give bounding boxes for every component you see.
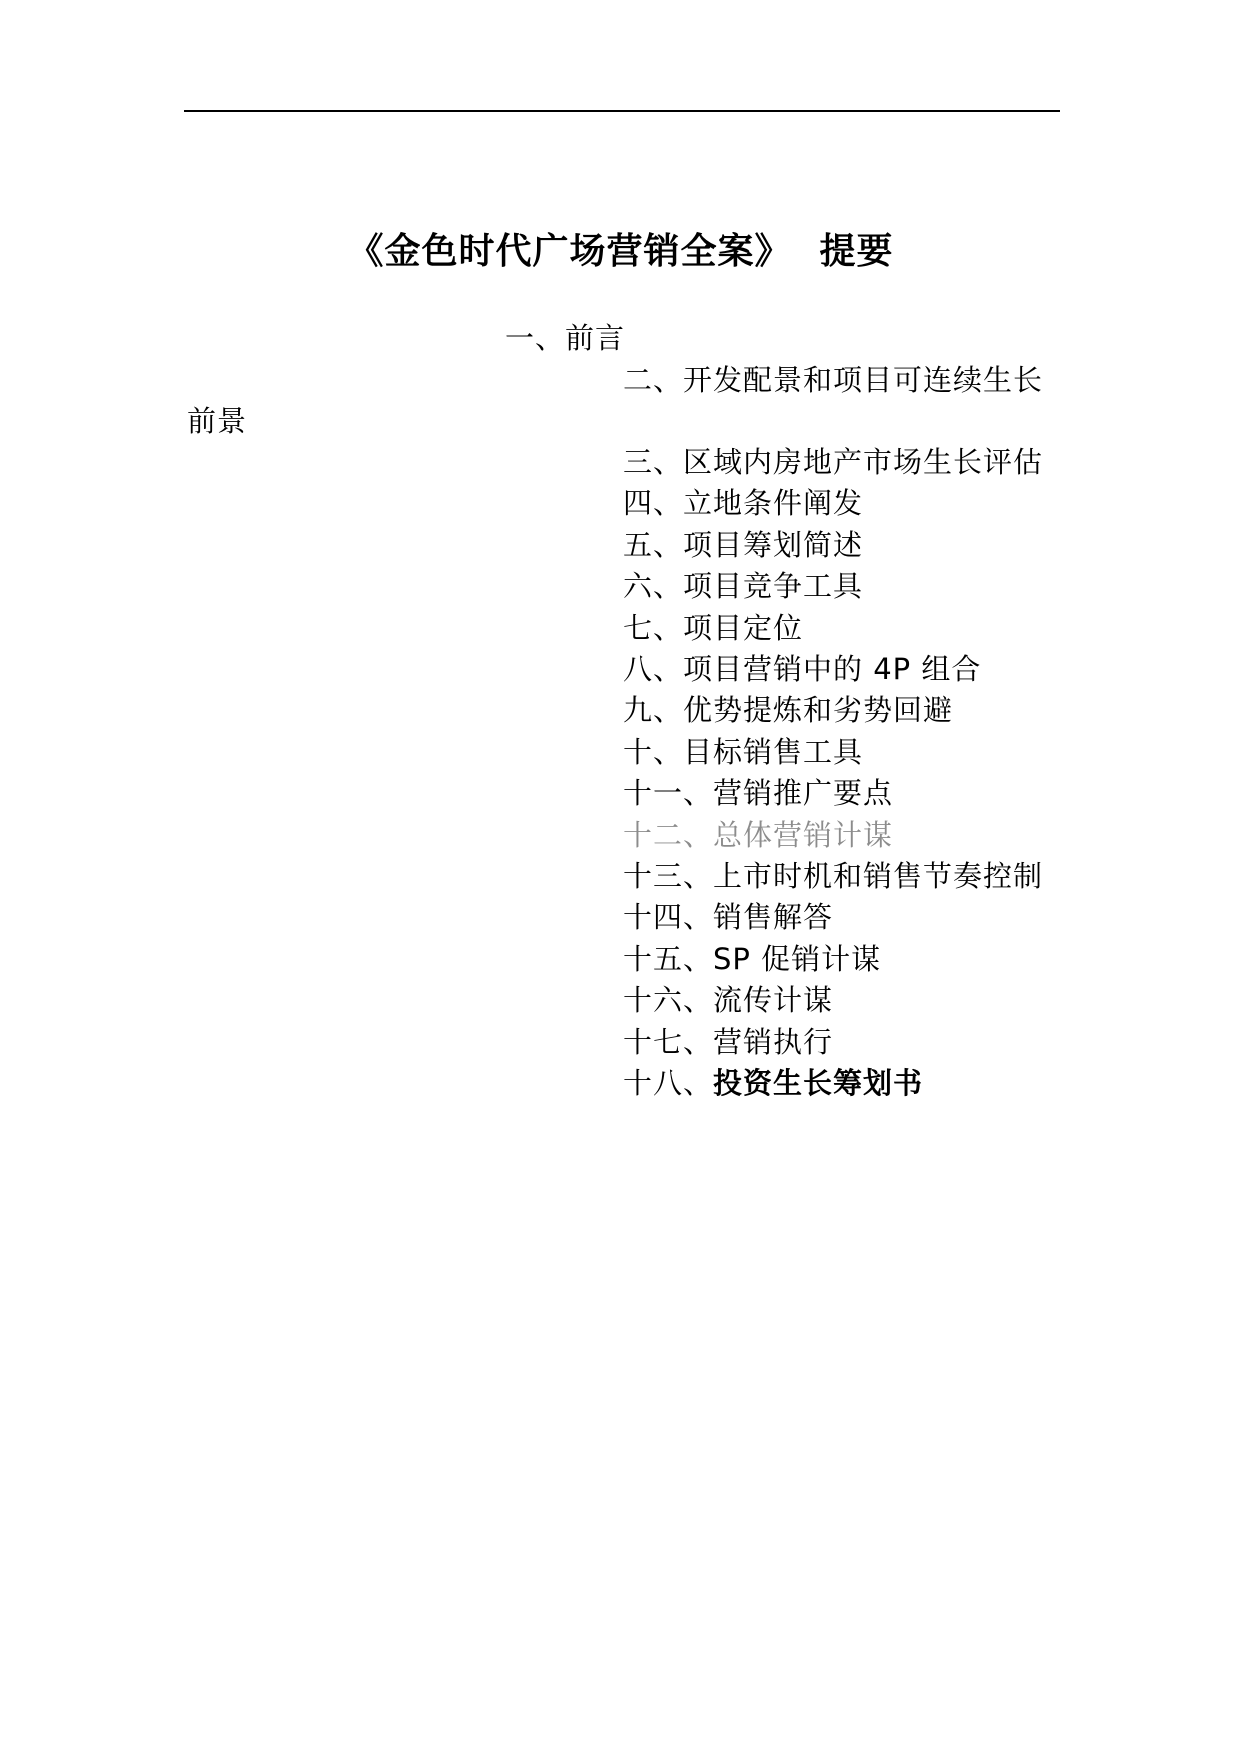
header-rule xyxy=(184,110,1060,112)
toc-item-10: 十、目标销售工具 xyxy=(623,735,864,769)
toc-item-8: 八、项目营销中的 4P 组合 xyxy=(623,652,982,686)
toc-item-2: 二、开发配景和项目可连续生长 xyxy=(623,363,1044,397)
toc-item-14: 十四、销售解答 xyxy=(623,900,834,934)
toc-item-1: 一、前言 xyxy=(505,321,626,355)
toc-item-13: 十三、上市时机和销售节奏控制 xyxy=(623,859,1044,893)
toc-item-18-text: 投资生长筹划书 xyxy=(713,1066,924,1100)
toc-item-9: 九、优势提炼和劣势回避 xyxy=(623,693,954,727)
toc-item-5: 五、项目筹划简述 xyxy=(623,528,864,562)
document-title xyxy=(0,228,1241,276)
toc-item-17: 十七、营销执行 xyxy=(623,1025,834,1059)
title-suffix: 提要 xyxy=(819,231,894,272)
toc-item-18 xyxy=(623,1063,923,1103)
toc-item-2-continuation: 前景 xyxy=(187,404,248,438)
toc-item-12: 十二、总体营销计谋 xyxy=(623,818,894,852)
toc-item-18-number: 十八、 xyxy=(623,1066,714,1100)
toc-item-16: 十六、流传计谋 xyxy=(623,983,834,1017)
toc-item-15: 十五、SP 促销计谋 xyxy=(623,942,882,976)
toc-item-4: 四、立地条件阐发 xyxy=(623,486,864,520)
toc-item-7: 七、项目定位 xyxy=(623,611,804,645)
toc-item-3: 三、区域内房地产市场生长评估 xyxy=(623,445,1044,479)
toc-item-11: 十一、营销推广要点 xyxy=(623,776,894,810)
toc-item-6: 六、项目竞争工具 xyxy=(623,569,864,603)
title-main: 《金色时代广场营销全案》 xyxy=(347,231,792,272)
